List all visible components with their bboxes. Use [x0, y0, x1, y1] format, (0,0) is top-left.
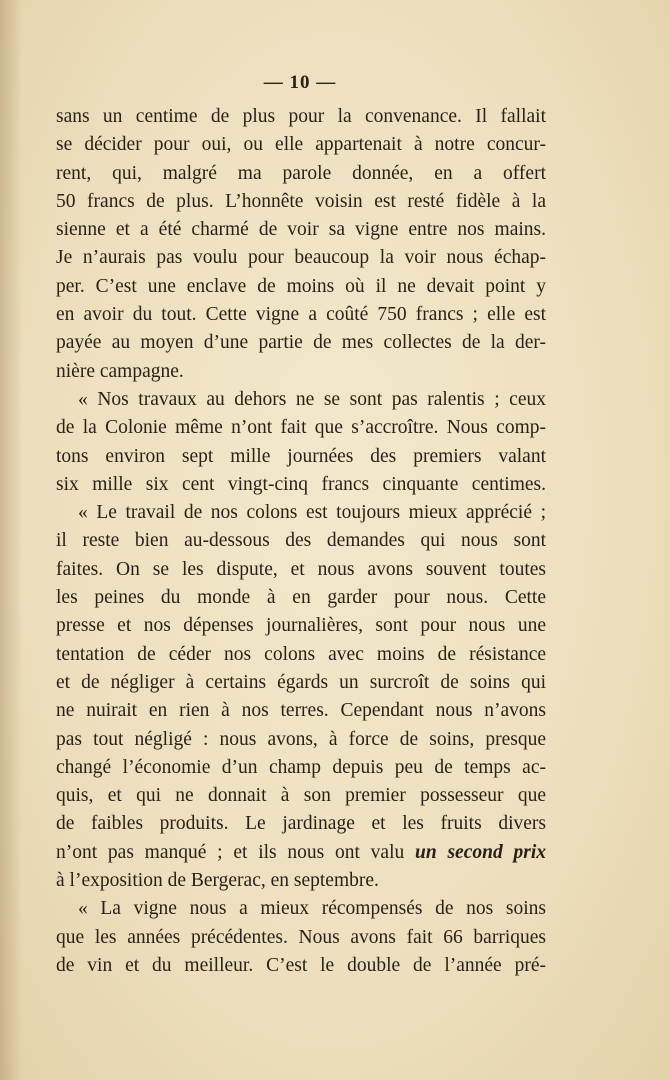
text-line: à l’exposition de Bergerac, en septembre. — [56, 870, 379, 892]
text-line: tentation de céder nos colons avec moins de résistance — [56, 643, 546, 665]
text-line: rent, qui, malgré ma parole donnée, en a offert — [56, 162, 546, 184]
text-line: se décider pour oui, ou elle appartenait à notre concur- — [56, 134, 546, 156]
text-line: « Le travail de nos colons est toujours mieux apprécié ; — [78, 502, 546, 524]
text-line: de la Colonie même n’ont fait que s’accroître. Nous comp- — [56, 417, 546, 439]
text-line: nière campagne. — [56, 360, 184, 382]
text-line: « La vigne nous a mieux récompensés de nos soins — [78, 898, 546, 920]
text-line: que les années précédentes. Nous avons fait 66 barriques — [56, 926, 546, 948]
text-line: Je n’aurais pas voulu pour beaucoup la voir nous échap- — [56, 247, 546, 269]
text-line: ne nuirait en rien à nos terres. Cependant nous n’avons — [56, 700, 546, 722]
text-line: pas tout négligé : nous avons, à force de soins, presque — [56, 728, 546, 750]
text-line: « Nos travaux au dehors ne se sont pas ralentis ; ceux — [78, 388, 546, 410]
text-line: de faibles produits. Le jardinage et les fruits divers — [56, 813, 546, 835]
text-line: il reste bien au-dessous des demandes qui nous sont — [56, 530, 546, 552]
text-line: et de négliger à certains égards un surcroît de soins qui — [56, 671, 546, 693]
text-line: changé l’économie d’un champ depuis peu de temps ac- — [56, 756, 546, 778]
text-line: presse et nos dépenses journalières, sont pour nous une — [56, 615, 546, 637]
text-line: 50 francs de plus. L’honnête voisin est resté fidèle à la — [56, 190, 546, 212]
text-line: les peines du monde à en garder pour nous. Cette — [56, 587, 546, 609]
text-line: en avoir du tout. Cette vigne a coûté 750 francs ; elle est — [56, 304, 546, 326]
text-line: payée au moyen d’une partie de mes collectes de la der- — [56, 332, 546, 354]
text-line: per. C’est une enclave de moins où il ne devait point y — [56, 275, 546, 297]
text-line: tons environ sept mille journées des premiers valant — [56, 445, 546, 467]
italic-phrase: un second prix — [415, 841, 546, 863]
text-line: quis, et qui ne donnait à son premier possesseur que — [56, 785, 546, 807]
text-line: de vin et du meilleur. C’est le double de l’année pré- — [56, 954, 546, 976]
text-line: six mille six cent vingt-cinq francs cinquante centimes. — [56, 473, 546, 495]
text-line: faites. On se les dispute, et nous avons souvent toutes — [56, 558, 546, 580]
text-line-with-italic — [56, 839, 546, 867]
body-text — [56, 103, 546, 980]
line-text: n’ont pas manqué ; et ils nous ont valu — [56, 841, 405, 863]
text-line: sans un centime de plus pour la convenance. Il fallait — [56, 106, 546, 127]
text-line: sienne et a été charmé de voir sa vigne entre nos mains. — [56, 219, 546, 241]
page-number: — 10 — — [263, 72, 337, 93]
